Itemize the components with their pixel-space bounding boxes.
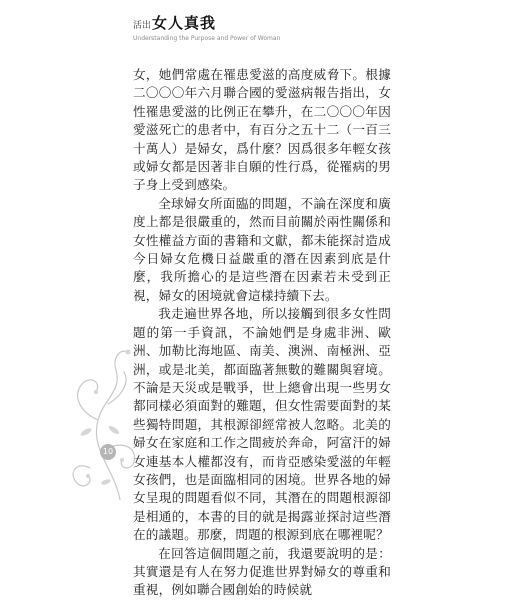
floral-ornament — [60, 300, 150, 500]
paragraph: 我走遍世界各地，所以接觸到很多女性問題的第一手資訊，不論她們是身處非洲、歐洲、加勒比海地區、南美、澳洲、南極洲、亞洲，或是北美，都面臨著無數的難關與窘境。不論是天災或是戰爭，世上總會出現一些男女都同樣必須面對的難題，但女性需要面對的某些獨特問題，其根源卻經常被人忽略。北美的婦女在家庭和工作之間疲於奔命，阿富汗的婦女連基本人權都沒有，而肯亞感染愛滋的年輕女孩們，也是面臨相同的困境。世界各地的婦女呈現的問題看似不同，其潛在的問題根源卻是相通的，本書的目的就是揭露並探討這些潛在的議題。那麼，問題的根源到底在哪裡呢？ — [133, 306, 391, 543]
body-text — [133, 66, 391, 600]
series-prefix: 活出 — [133, 21, 152, 31]
page-number: 10 — [100, 444, 116, 460]
paragraph-continued: 女，她們常處在罹患愛滋的高度威脅下。根據二〇〇〇年六月聯合國的愛滋病報告指出，女性罹患愛滋的比例正在攀升，在二〇〇〇年因愛滋死亡的患者中，有百分之五十二（一百三十萬人）是婦女，爲什麼？因爲很多年輕女孩或婦女都是因著非自願的性行爲，從罹病的男子身上受到感染。 — [133, 67, 391, 193]
running-header — [133, 12, 280, 42]
book-title — [133, 12, 280, 33]
paragraph: 全球婦女所面臨的問題，不論在深度和廣度上都是很嚴重的，然而目前關於兩性關係和女性權益方面的書籍和文獻，都未能探討造成今日婦女危機日益嚴重的潛在因素到底是什麼，我所擔心的是這些潛在因素若未受到正視，婦女的困境就會這樣持續下去。 — [133, 195, 391, 303]
paragraph: 在回答這個問題之前，我還要說明的是：其實還是有人在努力促進世界對婦女的尊重和重視，例如聯合國創始的時候就 — [133, 545, 391, 598]
header-title: 女人真我 — [152, 14, 217, 32]
header-subtitle: Understanding the Purpose and Power of Woman — [133, 35, 281, 42]
